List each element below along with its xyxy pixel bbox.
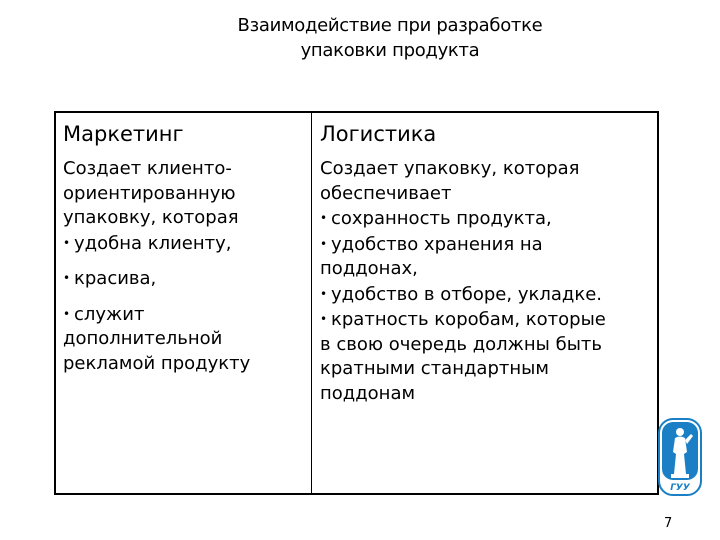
- logistics-text-line: обеспечивает: [320, 182, 452, 204]
- logistics-bullet-text: удобство в отборе, укладке.: [331, 283, 602, 305]
- marketing-column: [56, 113, 312, 493]
- marketing-text-line: упаковку, которая: [63, 207, 239, 228]
- title-line-2: упаковки продукта: [300, 39, 480, 61]
- marketing-bullet: [63, 266, 311, 292]
- bullet-icon: •: [63, 271, 71, 285]
- bullet-icon: •: [320, 286, 328, 301]
- slide-title: [60, 14, 720, 63]
- marketing-text-line: ориентированную: [63, 182, 236, 204]
- bullet-icon: •: [320, 211, 328, 225]
- marketing-bullet: [63, 231, 311, 257]
- logistics-bullet-text: удобство хранения на: [331, 233, 543, 255]
- logistics-header: Логистика: [320, 122, 437, 146]
- bullet-icon: •: [320, 236, 328, 251]
- marketing-header: Маркетинг: [63, 122, 184, 146]
- logistics-text-line: поддонах,: [320, 258, 418, 279]
- university-logo: [658, 418, 702, 496]
- page-number: 7: [664, 516, 673, 531]
- marketing-bullet-text: служит: [74, 303, 145, 325]
- marketing-bullet-text: удобна клиенту,: [74, 232, 232, 254]
- logo-text: ГУУ: [670, 483, 690, 493]
- logistics-bullet-text: кратность коробам, которые: [331, 309, 606, 330]
- logistics-text-line: Создает упаковку, которая: [320, 158, 580, 179]
- logistics-text-line: в свою очередь должны быть: [320, 333, 603, 355]
- logistics-bullet: [320, 206, 657, 232]
- logistics-text-line: поддонам: [320, 382, 416, 404]
- bullet-icon: •: [320, 312, 328, 326]
- marketing-bullet-text: красива,: [74, 268, 157, 289]
- marketing-text-line: дополнительной: [63, 328, 223, 349]
- logistics-text-line: кратными стандартным: [320, 358, 549, 379]
- logistics-bullet: [320, 282, 657, 308]
- marketing-bullet: [63, 302, 311, 328]
- marketing-text-line: рекламой продукту: [63, 352, 251, 374]
- logistics-bullet: [320, 232, 657, 258]
- bullet-icon: •: [63, 235, 71, 250]
- logistics-bullet: [320, 307, 657, 333]
- logistics-column: [312, 113, 657, 493]
- comparison-table: [54, 111, 659, 495]
- logistics-bullet-text: сохранность продукта,: [331, 208, 552, 229]
- marketing-text-line: Создает клиенто-: [63, 158, 232, 179]
- title-line-1: Взаимодействие при разработке: [237, 15, 543, 36]
- bullet-icon: •: [63, 306, 71, 321]
